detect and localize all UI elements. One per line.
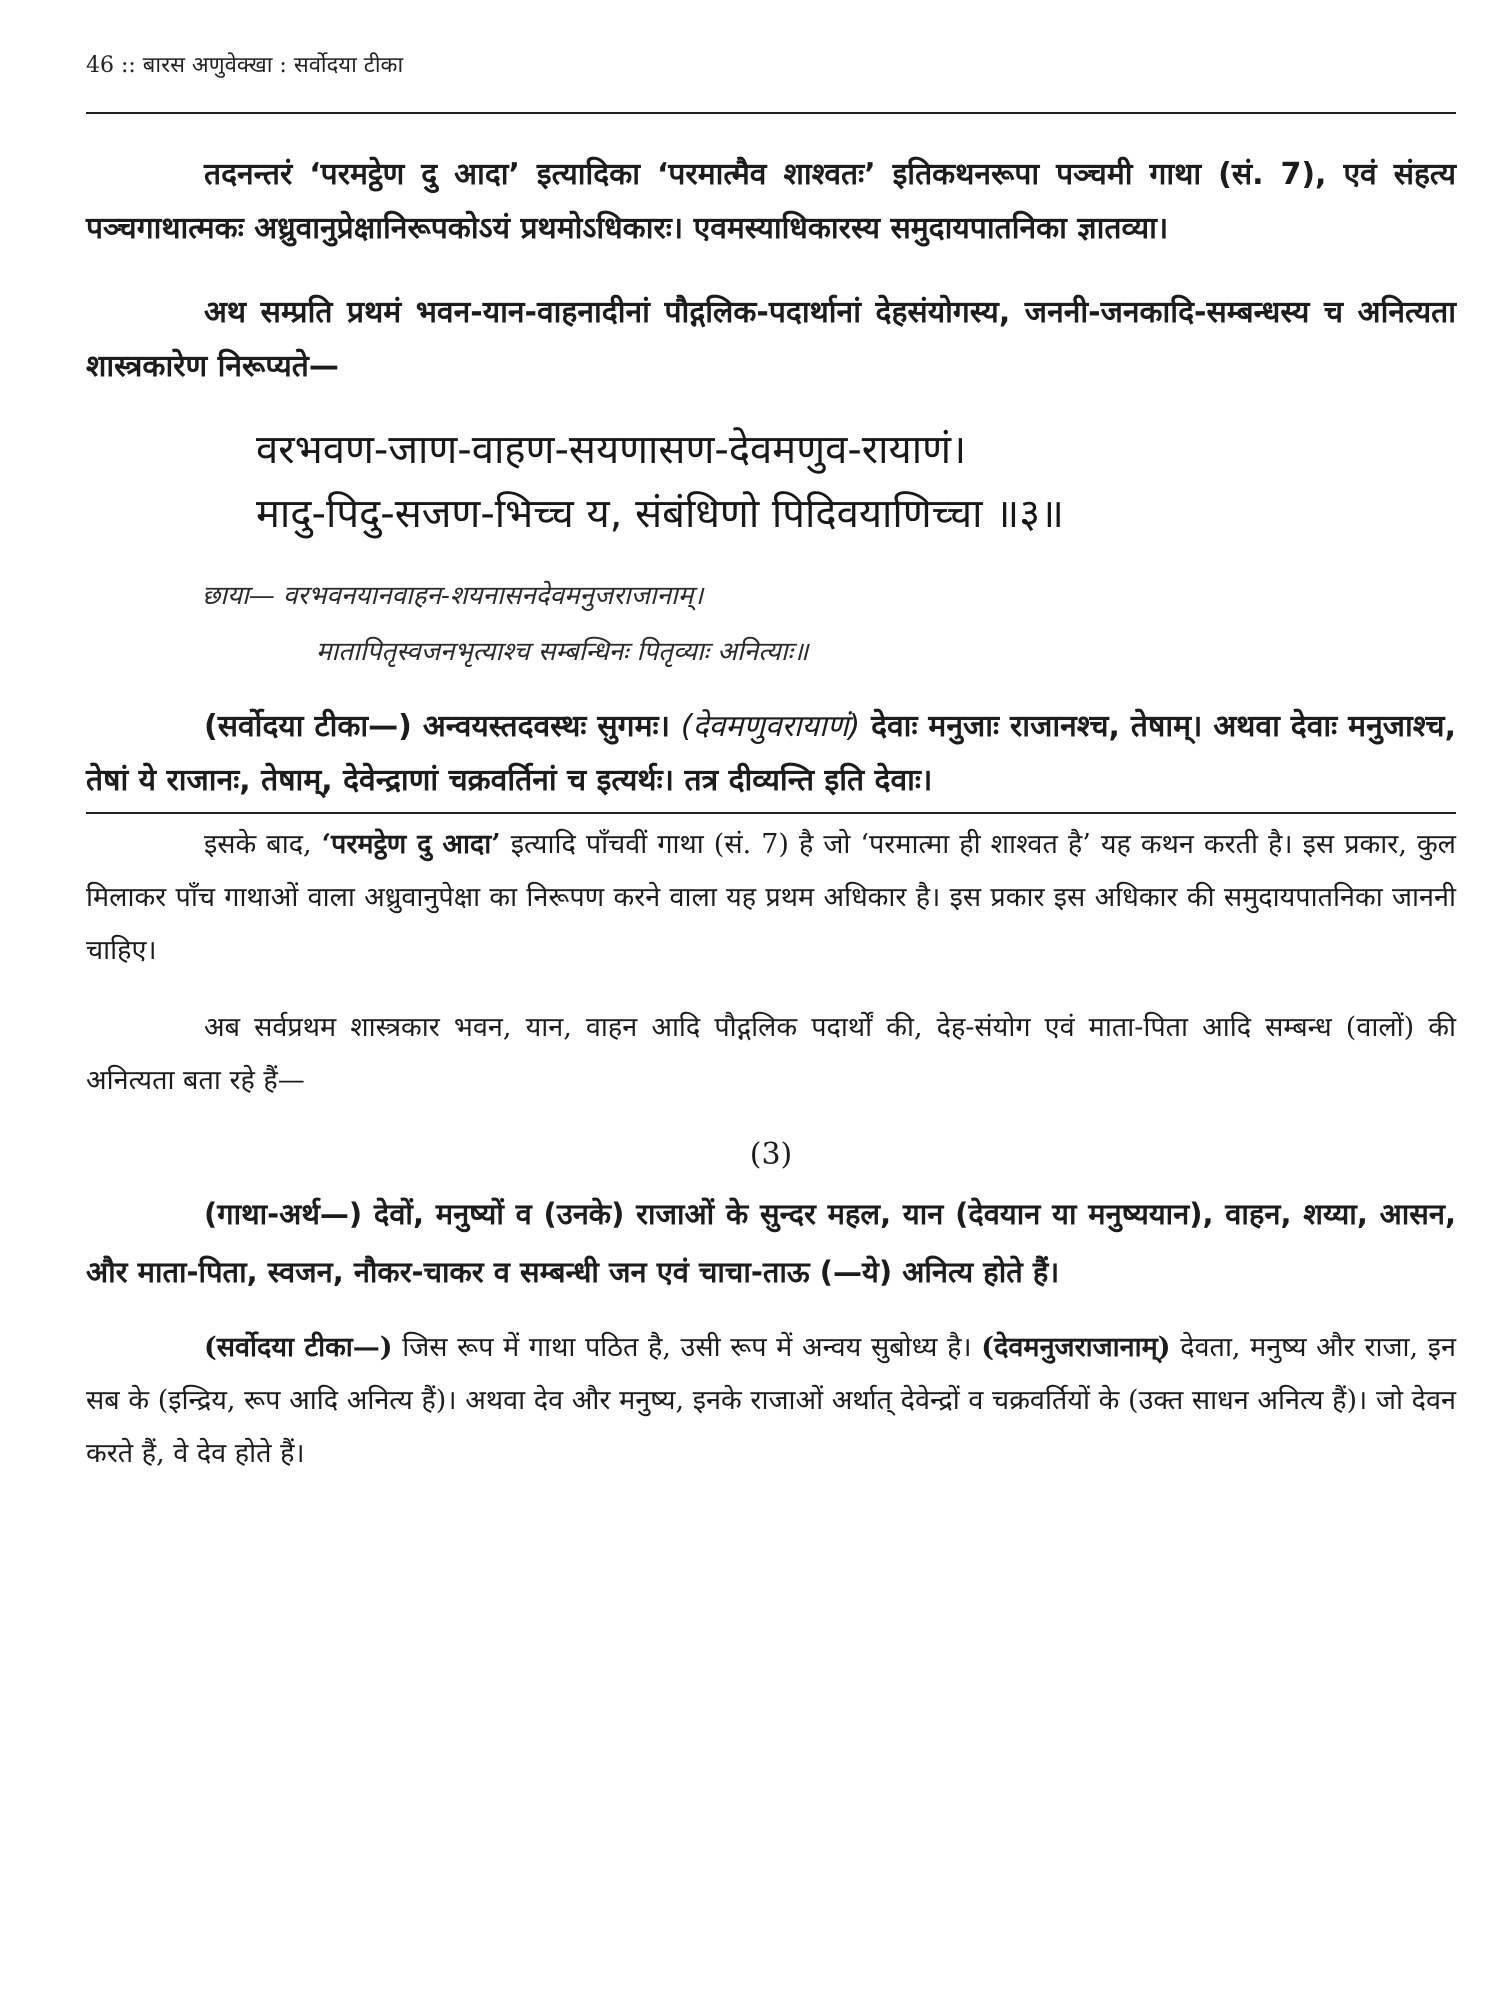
commentary-term: (देवमणुवरायाणं) [680,709,861,744]
gatha-line-1: वरभवण-जाण-वाहण-सयणासण-देवमणुव-रायाणं। [256,427,967,473]
hindi-p1-text: इत्यादि पाँचवीं गाथा (सं. 7) है जो ‘परमात्मा ही शाश्वत है’ यह कथन करती है। इस प्रकार, कुल मिलाकर पाँच गाथाओं वाला अध्रुवानुपेक्षा का निरूपण करने वाला यह प्रथम अधिकार है। इस प्रकार इस अधिकार की समुदायपातनिका जाननी चाहिए। [86,829,1456,966]
sanskrit-commentary [86,700,1456,808]
gatha-line-2: मादु-पिदु-सजण-भिच्च य, संबंधिणो पिदिवयाणिच्चा ॥३॥ [256,491,1064,537]
chhaya-text-1: वरभवनयानवाहन-शयनासनदेवमनुजराजानाम्। [283,581,704,611]
gatha-meaning: (गाथा-अर्थ—) देवों, मनुष्यों व (उनके) राजाओं के सुन्दर महल, यान (देवयान या मनुष्ययान), वाहन, शय्या, आसन, और माता-पिता, स्वजन, नौकर-चाकर व सम्बन्धी जन एवं चाचा-ताऊ (—ये) अनित्य होते हैं। [86,1197,1456,1289]
hindi-paragraph-2: अब सर्वप्रथम शास्त्रकार भवन, यान, वाहन आदि पौद्गलिक पदार्थों की, देह-संयोग एवं माता-पिता आदि सम्बन्ध (वालों) की अनित्यता बता रहे हैं— [86,1012,1456,1096]
sanskrit-paragraph-2: अथ सम्प्रति प्रथमं भवन-यान-वाहनादीनां पौद्गलिक-पदार्थानां देहसंयोगस्य, जननी-जनकादि-सम्बन्धस्य च अनित्यता शास्त्रकारेण निरूप्यते— [86,295,1456,384]
commentary-text-a: अन्वयस्तदवस्थः सुगमः। [422,709,670,744]
book-page [86,50,1456,1480]
chhaya-line-1 [86,568,1456,624]
hindi-p1-lead: इसके बाद, [204,829,312,860]
hindi-commentary-text-a: जिस रूप में गाथा पठित है, उसी रूप में अन्वय सुबोध्य है। [402,1332,972,1363]
gatha-number: (3) [749,1137,793,1172]
gatha-verse [86,418,1456,546]
section-divider [86,812,1456,814]
hindi-paragraph-1 [86,818,1456,977]
commentary-label: (सर्वोदया टीका—) [204,709,412,744]
chhaya-label: छाया— [202,581,275,611]
chhaya-line-2: मातापितृस्वजनभृत्याश्च सम्बन्धिनः पितृव्याः अनित्याः॥ [316,637,809,667]
commentary-text-b: देवाः मनुजाः राजानश्च, तेषाम्। अथवा देवाः मनुजाश्च, तेषां ये राजानः, तेषाम्, देवेन्द्राणां चक्रवर्तिनां च इत्यर्थः। तत्र दीव्यन्ति इति देवाः। [86,709,1456,798]
hindi-commentary-text-b: देवता, मनुष्य और राजा, इन सब के (इन्द्रिय, रूप आदि अनित्य हैं)। अथवा देव और मनुष्य, इनके राजाओं अर्थात् देवेन्द्रों व चक्रवर्तियों के (उक्त साधन अनित्य हैं)। जो देवन करते हैं, वे देव होते हैं। [86,1332,1456,1469]
running-header: 46 :: बारस अणुवेक्खा : सर्वोदया टीका [86,53,404,78]
hindi-commentary-label: (सर्वोदया टीका—) [204,1332,393,1363]
hindi-p1-term: ‘परमट्ठेण दु आदा’ [321,829,501,860]
chhaya-block [86,568,1456,680]
hindi-commentary-term: (देवमनुजराजानाम्) [981,1332,1171,1363]
hindi-commentary [86,1321,1456,1480]
sanskrit-paragraph-1: तदनन्तरं ‘परमट्ठेण दु आदा’ इत्यादिका ‘परमात्मैव शाश्वतः’ इतिकथनरूपा पञ्चमी गाथा (सं. 7), एवं संहत्य पञ्चगाथात्मकः अध्रुवानुप्रेक्षानिरूपकोऽयं प्रथमोऽधिकारः। एवमस्याधिकारस्य समुदायपातनिका ज्ञातव्या। [86,157,1456,246]
